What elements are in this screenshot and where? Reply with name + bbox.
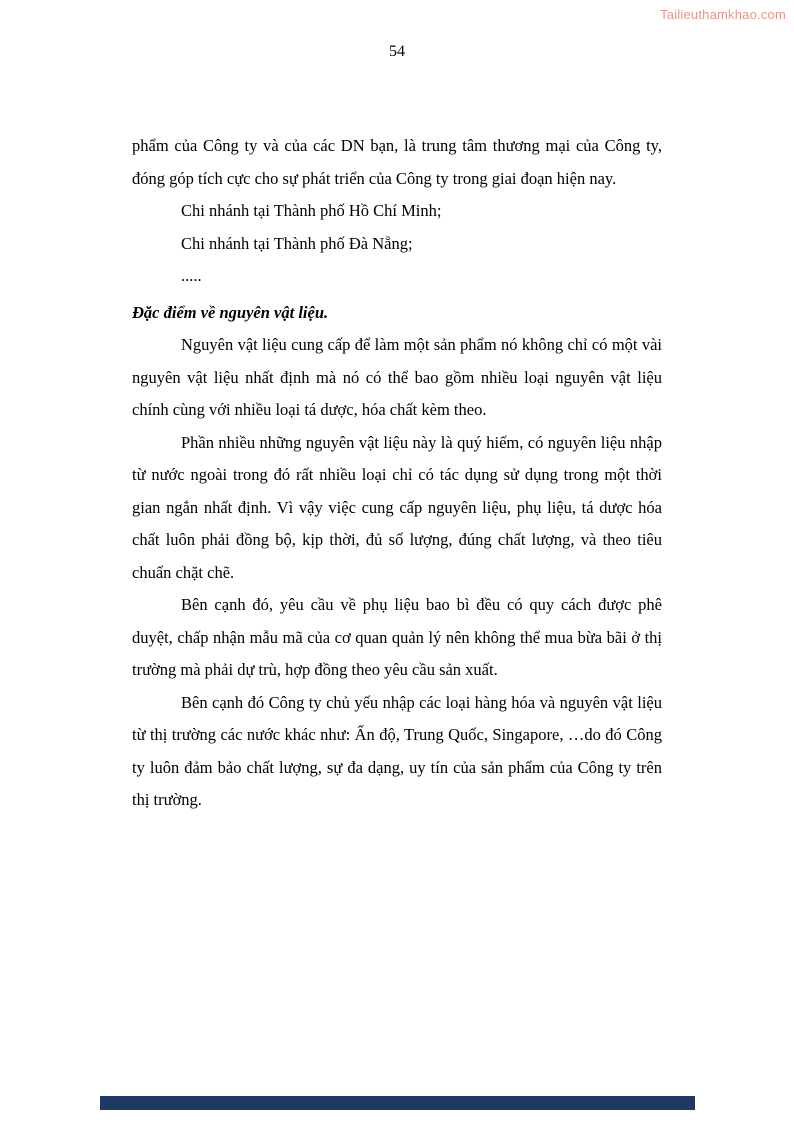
footer-decoration-bar bbox=[100, 1096, 695, 1110]
document-body bbox=[132, 130, 662, 817]
watermark: Tailieuthamkhao.com bbox=[660, 7, 786, 22]
section-heading: Đặc điểm về nguyên vật liệu. bbox=[132, 302, 329, 322]
page-number: 54 bbox=[389, 43, 405, 60]
paragraph: Nguyên vật liệu cung cấp để làm một sản phẩm nó không chỉ có một vài nguyên vật liệu nhất định mà nó có thể bao gồm nhiều loại nguyên vật liệu chính cùng với nhiều loại tá dược, hóa chất kèm theo. bbox=[132, 335, 662, 419]
paragraph-continuation: phẩm của Công ty và của các DN bạn, là trung tâm thương mại của Công ty, đóng góp tích cực cho sự phát triển của Công ty trong giai đoạn hiện nay. bbox=[132, 136, 662, 188]
paragraph: Phần nhiều những nguyên vật liệu này là quý hiếm, có nguyên liệu nhập từ nước ngoài trong đó rất nhiều loại chỉ có tác dụng sử dụng trong một thời gian ngắn nhất định. Vì vậy việc cung cấp nguyên liệu, phụ liệu, tá dược hóa chất luôn phải đồng bộ, kịp thời, đủ số lượng, đúng chất lượng, và theo tiêu chuẩn chặt chẽ. bbox=[132, 432, 662, 582]
list-line-branch-hcm: Chi nhánh tại Thành phố Hồ Chí Minh; bbox=[181, 201, 442, 220]
paragraph: Bên cạnh đó, yêu cầu về phụ liệu bao bì đều có quy cách được phê duyệt, chấp nhận mẫu mã của cơ quan quản lý nên không thể mua bừa bãi ở thị trường mà phải dự trù, hợp đồng theo yêu cầu sản xuất. bbox=[132, 595, 662, 679]
list-line-ellipsis: ..... bbox=[181, 266, 202, 285]
paragraph: Bên cạnh đó Công ty chủ yếu nhập các loại hàng hóa và nguyên vật liệu từ thị trường các nước khác như: Ấn độ, Trung Quốc, Singapore, …do đó Công ty luôn đảm bảo chất lượng, sự đa dạng, uy tín của sản phẩm của Công ty trên thị trường. bbox=[132, 692, 662, 809]
list-line-branch-danang: Chi nhánh tại Thành phố Đà Nẵng; bbox=[181, 233, 413, 253]
